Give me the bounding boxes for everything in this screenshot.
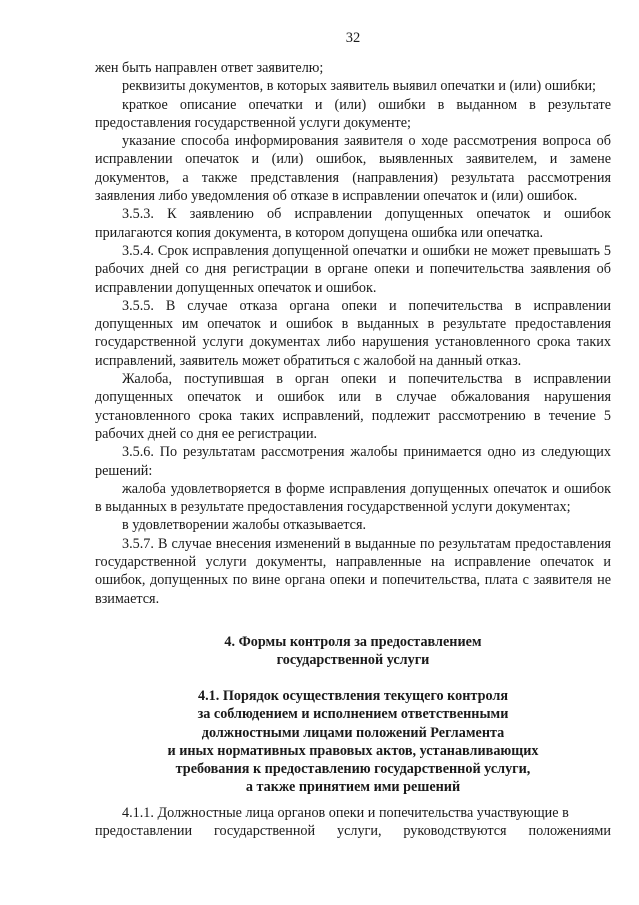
heading-line: должностными лицами положений Регламента [201, 724, 505, 741]
subsection-heading [95, 687, 611, 797]
heading-line: и иных нормативных правовых актов, устанавливающих [167, 742, 539, 759]
final-paragraph [95, 804, 611, 841]
paragraph: 3.5.5. В случае отказа органа опеки и попечительства в исправлении допущенных им опечаток и ошибок в выданных в результате предоставления государственной услуги документах либо нарушения установленного срока таких исправлений, заявитель может обратиться с жалобой на данный отказ. [95, 297, 611, 369]
paragraph: жен быть направлен ответ заявителю; [95, 60, 324, 76]
paragraph: реквизиты документов, в которых заявитель выявил опечатки и (или) ошибки; [122, 78, 596, 95]
paragraph: указание способа информирования заявителя о ходе рассмотрения вопроса об исправлении опечаток и (или) ошибок, выявленных заявителем, и замене документов, а также представления (направления) результата рассмотрения заявления либо уведомления об отказе в исправлении опечаток и (или) ошибок. [95, 133, 611, 205]
paragraph: 3.5.4. Срок исправления допущенной опечатки и ошибки не может превышать 5 рабочих дней со дня регистрации в органе опеки и попечительства заявления об исправлении допущенных опечаток и ошибок. [95, 242, 611, 296]
paragraph: 3.5.7. В случае внесения изменений в выданные по результатам предоставления государственной услуги документы, направленные на исправление опечаток и ошибок, допущенных по вине органа опеки и попечительства, плата с заявителя не взимается. [95, 535, 611, 607]
heading-line: 4. Формы контроля за предоставлением [224, 634, 482, 650]
paragraph-line: предоставлении государственной услуги, руководствуются положениями [95, 823, 611, 840]
heading-line: за соблюдением и исполнением ответственными [197, 706, 509, 723]
heading-line: требования к предоставлению государственной услуги, [175, 761, 531, 778]
heading-line: а также принятием ими решений [245, 779, 461, 796]
paragraph: жалоба удовлетворяется в форме исправления допущенных опечаток и ошибок в выданных в результате предоставления государственной услуги документах; [95, 480, 611, 516]
heading-line: государственной услуги [276, 652, 430, 669]
paragraph: 3.5.6. По результатам рассмотрения жалобы принимается одно из следующих решений: [95, 444, 611, 479]
paragraph: 3.5.3. К заявлению об исправлении допущенных опечаток и ошибок прилагаются копия документа, в котором допущена ошибка или опечатка. [95, 206, 611, 241]
paragraph: краткое описание опечатки и (или) ошибки в выданном в результате предоставления государственной услуги документе; [95, 96, 611, 131]
section-heading [95, 633, 611, 670]
heading-line: 4.1. Порядок осуществления текущего контроля [198, 688, 508, 704]
paragraph: в удовлетворении жалобы отказывается. [122, 517, 367, 534]
body-text [95, 59, 611, 608]
paragraph: Жалоба, поступившая в орган опеки и попечительства в исправлении допущенных опечаток и ошибок или в случае обжалования нарушения установленного срока таких исправлений, подлежит рассмотрению в течение 5 рабочих дней со дня ее регистрации. [95, 371, 611, 442]
page-number: 32 [345, 30, 361, 46]
paragraph-line: 4.1.1. Должностные лица органов опеки и попечительства участвующие в [122, 805, 569, 821]
